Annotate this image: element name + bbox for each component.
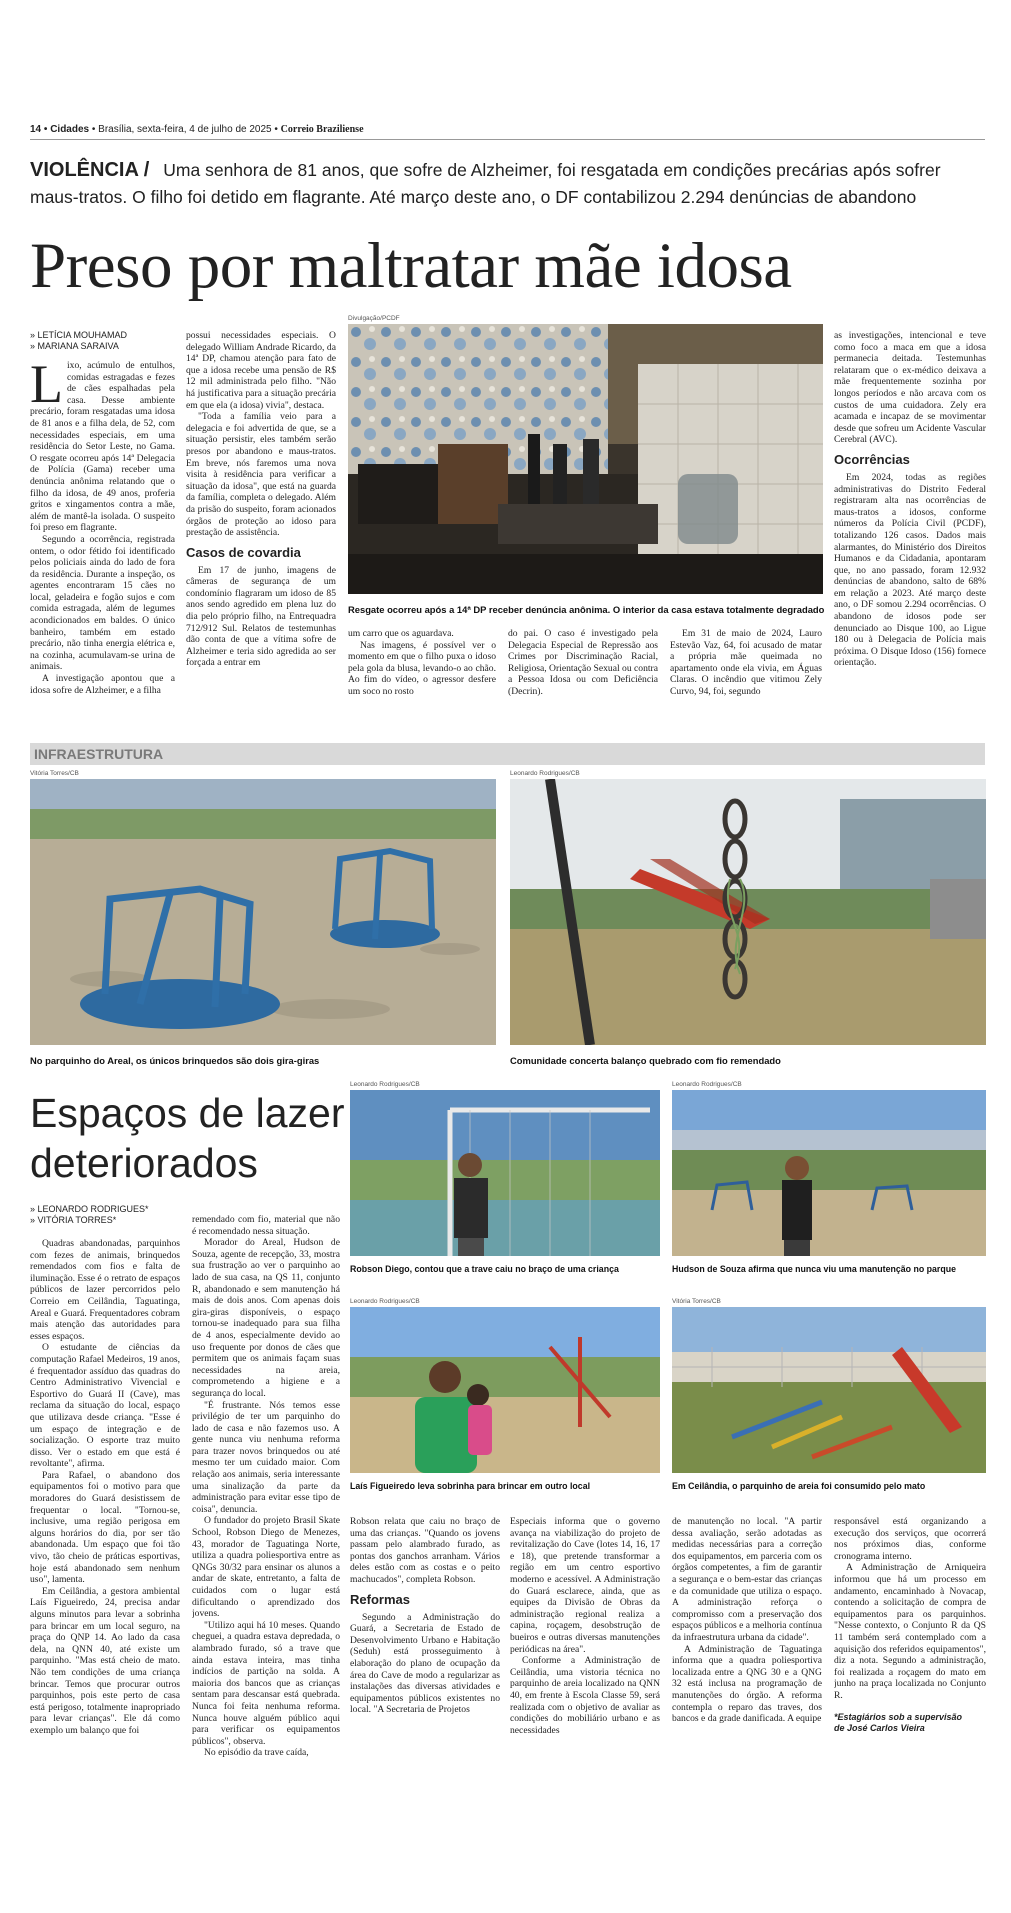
article2-column-1 [30,1204,180,1894]
header-rule [30,139,985,140]
article2-column-3 [350,1516,500,1894]
paragraph: Em 2024, todas as regiões administrativas do Distrito Federal registraram alta nas ocorrências de maus-tratos a idosos, conforme números da Polícia Civil (PCDF), totalizando 126 casos. Dados mais alarmantes, do Ministério dos Direitos Humanos e da Cidadania, apontaram que, no ano passado, foram 12.932 denúncias de abandono, salto de 68% em relação a 2023. Até março deste ano, o DF somou 2.294 ocorrências. O abandono de idosos pode ser denunciado ao Disque 100, ao Ligue 180 ou à Delegacia de Polícia mais próxima. O Disque Idoso (156) fornece orientação. [834,471,986,669]
hudson-photo [672,1090,986,1256]
article1-column-1 [30,330,175,720]
date-line: Brasília, sexta-feira, 4 de julho de 2025 [98,124,272,135]
merry-go-round-image [30,779,496,1045]
signature-line-2: de José Carlos Vieira [834,1723,925,1734]
signature-line-1: *Estagiários sob a supervisão [834,1711,963,1722]
areal-playground-photo [30,779,496,1045]
section-label: INFRAESTRUTURA [34,746,164,762]
article2-column-4 [510,1516,660,1894]
photo4-caption: Hudson de Souza afirma que nunca viu uma manutenção no parque [672,1264,956,1274]
paragraph: Conforme a Administração de Ceilândia, uma vistoria técnica no parquinho de areia localizado na QNN 40, em frente à Escola Classe 59, será realizada com o objetivo de avaliar as condições do mobiliário urbano e as necessidades [510,1655,660,1736]
photo-caption: Resgate ocorreu após a 14ª DP receber denúncia anônima. O interior da casa estava totalmente degradado [348,604,825,615]
paragraph: A Administração de Arniqueira informou que há um processo em andamento, encaminhado à Novacap, contendo a solicitação de compra de equipamentos para os parquinhos. "Nesse contexto, o Conjunto R da QS 11 também será contemplado com a aquisição dos referidos equipamentos", diz a nota. Segundo a administração, foi realizada a roçagem do mato em junho na praça localizada no Conjunto R. [834,1562,986,1701]
photo2-caption: Comunidade concerta balanço quebrado com fio remendado [510,1055,781,1066]
photo-credit: Divulgação/PCDF [348,315,400,322]
paragraph: Para Rafael, o abandono dos equipamentos foi o motivo para que moradores do Guará desistissem de frequentar o local. "Tornou-se, inclusive, uma região perigosa em alguns horários do dia, por ser tão abandonada. Um espaço que foi tão vivo, tão cheio de práticas esportivas, hoje está abandonado sem nenhum uso", lamenta. [30,1469,180,1586]
kicker: VIOLÊNCIA / [30,159,150,181]
paragraph: as investigações, intencional e teve como foco a maca em que a idosa permanecia deitada. Testemunhas relataram que o ex-médico deixava a mãe frequentemente sozinha por longos períodos e não arcava com os custos de uma cuidadora. Zely era acamada e incapaz de se movimentar desde que sofreu um Acidente Vascular Cerebral (AVC). [834,330,986,446]
paragraph: A Administração de Taguatinga informa que a quadra poliesportiva localizada entre a QNG 30 e a QNG 32 está inclusa na programação de manutenções do órgão. A reforma contempla o reparo das traves, dos bancos e da grade danificada. A equipe [672,1643,822,1725]
house-interior-image [348,324,823,594]
page-number: 14 [30,124,42,135]
photo6-credit: Vitória Torres/CB [672,1298,721,1305]
section-bar [30,743,985,765]
paragraph: Robson relata que caiu no braço de uma das crianças. "Quando os jovens passam pelo alambrado furado, as pontas dos ganchos arranham. Vários deles estão com as costas e o peito machucados", completa Robson. [350,1516,500,1585]
article2-column-2 [192,1214,340,1894]
paragraph: Em 17 de junho, imagens de câmeras de segurança de um condomínio flagraram um idoso de 85 anos sendo agredido em plena luz do dia pelo próprio filho, na Entrequadra 712/912 Sul. Relatos de testemunhas dão conta de que a vítima sofre de Alzheimer e teria sido agredida ao ser forçada a entrar em [186,564,336,669]
deck-line-1: Uma senhora de 81 anos, que sofre de Alzheimer, foi resgatada em condições precárias após sofrer [163,160,941,180]
photo3-credit: Leonardo Rodrigues/CB [350,1081,420,1088]
deck-line-2: maus-tratos. O filho foi detido em flagrante. Até março deste ano, o DF contabilizou 2.294 denúncias de abandono [30,187,917,207]
ceilandia-playground-photo [672,1307,986,1473]
photo1-credit: Vitória Torres/CB [30,770,79,777]
photo4-credit: Leonardo Rodrigues/CB [672,1081,742,1088]
subhead-casos-de-covardia: Casos de covardia [186,544,301,560]
paragraph: de manutenção no local. "A partir dessa avaliação, serão adotadas as medidas necessárias para a correção dos equipamentos, em parceria com os órgãos competentes, a fim de garantir a segurança e o bem-estar das crianças e da comunidade que utiliza o espaço. A administração reforça o compromisso com a preservação dos espaços públicos e a melhoria contínua da infraestrutura urbana da cidade". [672,1516,822,1643]
paragraph: Em Ceilândia, a gestora ambiental Laís Figueiredo, 24, precisa andar alguns minutos para levar a sobrinha para brincar em um local seguro, na praça do QNP 14. Ao lado da casa dela, na QNN 40, até existe um parquinho. "Mas está cheio de mato. Não tem condições de uma criança brincar. Temos que procurar outros parquinhos, pois este perto de casa está perigoso, totalmente inapropriado para levar crianças". Ele dá como exemplo um balanço que foi [30,1585,180,1736]
paragraph: "É frustrante. Nós temos esse privilégio de ter um parquinho do lado de casa e não fazemos uso. A gente nunca viu nenhuma reforma para trazer novos brinquedos ou até mesmo ter um cuidado maior. Com relação aos animais, seria interessante uma sinalização da parte da administração para evitar esse tipo de coisa", denuncia. [192,1399,340,1515]
paragraph: "Utilizo aqui há 10 meses. Quando cheguei, a quadra estava depredada, o alambrado furado, só a trave que ainda estava inteira, mas tinha indícios de partição na solda. A maioria dos bancos que as crianças sentam para descansar está quebrada. Nunca foi feita nenhuma reforma. Nunca houve alguém público aqui para verificar os equipamentos públicos", observa. [192,1619,340,1747]
paragraph: Morador do Areal, Hudson de Souza, agente de recepção, 33, mostra sua frustração ao ver o parquinho ao lado de sua casa, na QS 11, conjunto R, abandonado e sem manutenção há mais de dois anos. Com apenas dois gira-giras disponíveis, o espaço tornou-se inadequado para sua filha de 4 anos, especialmente devido ao uso frequente por donos de cães que permitem que os animais façam suas necessidades na areia, comprometendo a higiene e a segurança do local. [192,1237,340,1399]
paragraph: Em 31 de maio de 2024, Lauro Estevão Vaz, 64, foi acusado de matar a própria mãe queimada no apartamento onde ela vivia, em Águas Claras. O incêndio que vitimou Zely Curvo, 94, foi, segundo [670,628,822,697]
photo6-caption: Em Ceilândia, o parquinho de areia foi consumido pelo mato [672,1481,926,1491]
lais-photo [350,1307,660,1473]
paragraph: Segundo a Administração do Guará, a Secretaria de Estado de Desenvolvimento Urbano e Habitação (Seduh) está prosseguimento à elaboração do plano de ocupação da área do Cave de modo a regularizar as instalações das diversas atividades e equipamentos públicos existentes no local. "A Secretaria de Projetos [350,1611,500,1716]
byline-2: » MARIANA SARAIVA [30,341,119,351]
page-header: 14 • Cidades • Brasília, sexta-feira, 4 de julho de 2025 • Correio Braziliense [30,124,364,135]
article2-headline-line-1: Espaços de lazer [30,1090,345,1136]
article2-headline [30,1088,350,1188]
byline-1: » LEONARDO RODRIGUES* [30,1204,149,1214]
dropcap: L [30,354,63,414]
subhead-ocorrencias: Ocorrências [834,451,910,467]
paragraph: Especiais informa que o governo avança na viabilização do projeto de revitalização do Cave (lotes 14, 16, 17 e 18), que pretende transformar a região em um centro esportivo moderno e acessível. A Administração do Guará esclarece, ainda, que as equipes da Divisão de Obras da administração regional realiza a capina, roçagem, desobstrução de bueiros e outras diversas manutenções periódicas na área". [510,1516,660,1655]
paragraph: Segundo a ocorrência, registrada ontem, o odor fétido foi identificado pelos policiais ainda do lado de fora da residência. Durante a inspeção, os agentes encontraram 15 cães no local, geladeira e fogão sujos e com comida estragada, além de legumes acondicionados em baldes. O único banheiro, também em estado precário, não tinha energia elétrica e, na cozinha, acumulavam-se urina de animais. [30,533,175,673]
house-interior-photo [348,324,823,594]
subhead-reformas: Reformas [350,1591,410,1607]
photo3-caption: Robson Diego, contou que a trave caiu no braço de uma criança [350,1264,619,1274]
photo1-caption: No parquinho do Areal, os únicos brinquedos são dois gira-giras [30,1055,320,1066]
paragraph: A investigação apontou que a idosa sofre de Alzheimer, e a filha [30,673,175,696]
broken-swing-photo [510,779,986,1045]
article2-headline-line-2: deteriorados [30,1140,258,1186]
paragraph: ixo, acúmulo de entulhos, comidas estragadas e fezes de cães espalhadas pela casa. Desse ambiente precário, foram resgatadas uma idosa de 81 anos e a filha dela, de 52, com necessidades especiais, em uma residência do Setor Leste, no Gama. O resgate ocorreu após 14ª Delegacia de Polícia (Gama) receber uma denúncia anônima relatando que o filho da idosa, de 49 anos, proferia gritos e xingamentos contra a mãe, além de mantê-la isolada. O suspeito foi preso em flagrante. [30,360,175,534]
paragraph: "Toda a família veio para a delegacia e foi advertida de que, se a situação persistir, eles também serão presos por abandono e maus-tratos. Em breve, nós faremos uma nova visita à residência para verificar a situação da idosa", que está na guarda da família, completa o delegado. Além da prisão do suspeito, foram acionados órgãos de proteção ao idoso para prestação de assistência. [186,411,336,539]
paragraph: do pai. O caso é investigado pela Delegacia Especial de Repressão aos Crimes por Discriminação Racial, Religiosa, Orientação Sexual ou contra a Pessoa Idosa ou com Deficiência (Decrin). [508,628,658,697]
headline: Preso por maltratar mãe idosa [30,230,792,302]
court-goal-image [350,1090,660,1256]
photo5-credit: Leonardo Rodrigues/CB [350,1298,420,1305]
woman-child-image [350,1307,660,1473]
paragraph: um carro que os aguardava. [348,628,454,639]
paragraph: Quadras abandonadas, parquinhos com fezes de animais, brinquedos remendados com fios e falta de iluminação. Esse é o retrato de espaços públicos de lazer percorridos pelo Correio em Ceilândia, Taguatinga, Areal e Guará. Frequentadores cobram mais atenção das autoridades para esses espaços. [30,1238,180,1342]
paragraph: O estudante de ciências da computação Rafael Medeiros, 19 anos, é frequentador assíduo das quadras do Centro Administrativo Vivencial e Esportivo do Guará II (Cave), mas reclama da situação do local, espaço que utilizava desde criança. "Esse é um espaço de integração e de socialização. O esporte traz muito disso. Ver o estado em que está é revoltante", afirma. [30,1342,180,1470]
article1-column-6 [834,330,986,720]
playground-man-image [672,1090,986,1256]
article1-column-4 [508,628,658,720]
paragraph: responsável está organizando a execução dos serviços, que ocorrerá nos próximos dias, conforme cronograma interno. [834,1516,986,1562]
paragraph: No episódio da trave caída, [204,1747,309,1759]
photo5-caption: Laís Figueiredo leva sobrinha para brincar em outro local [350,1481,591,1491]
paragraph: remendado com fio, material que não é recomendado nessa situação. [192,1214,340,1237]
article2-column-6 [834,1516,986,1894]
byline-1: » LETÍCIA MOUHAMAD [30,330,128,340]
article1-column-3 [348,628,496,720]
article1-column-2 [186,330,336,720]
newspaper-name: Correio Braziliense [280,124,364,135]
swing-chain-image [510,779,986,1045]
overgrown-playground-image [672,1307,986,1473]
photo2-credit: Leonardo Rodrigues/CB [510,770,580,777]
article1-column-5 [670,628,822,720]
paragraph: possui necessidades especiais. O delegado William Andrade Ricardo, da 14ª DP, chamou atenção para fato de que a idosa recebe uma pensão de R$ 12 mil administrada pelo filho. "Não há justificativa para a situação precária em que ela (a idosa) vivia", destaca. [186,330,336,411]
robson-photo [350,1090,660,1256]
article2-column-5 [672,1516,822,1894]
section-name: Cidades [50,124,90,135]
deck [30,157,985,211]
paragraph: O fundador do projeto Brasil Skate School, Robson Diego de Menezes, 43, morador de Taguatinga Norte, utiliza a quadra poliesportiva entre as QNGs 30/32 para ensinar os alunos a andar de skate, entretanto, a falta de cuidados com o lugar está dificultando o aprendizado dos jovens. [192,1515,340,1620]
byline-2: » VITÓRIA TORRES* [30,1215,117,1225]
paragraph: Nas imagens, é possível ver o momento em que o filho puxa o idoso pela gola da blusa, levando-o ao chão. Ao fim do vídeo, o agressor desfere um soco no rosto [348,639,496,697]
